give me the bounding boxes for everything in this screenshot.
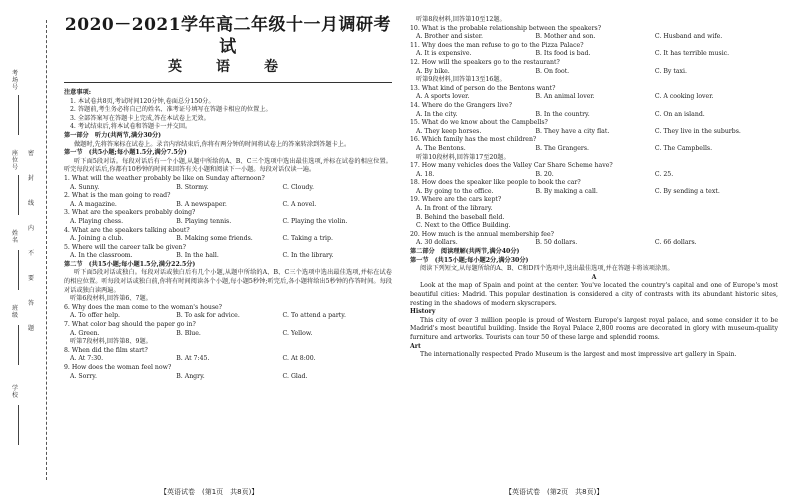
question-9: 9. How does the woman feel now? <box>64 364 172 371</box>
question-6-options <box>64 312 392 321</box>
seal-label-2: 封 <box>27 175 34 182</box>
question-17-options <box>410 171 778 180</box>
seal-line <box>46 20 47 480</box>
option-a: A. Sorry. <box>70 372 97 380</box>
question-3: 3. What are the speakers probably doing? <box>64 209 196 217</box>
section2-intro: 听下面5段对话或独白。每段对话或独白后有几个小题,从题中所给的A、B、C三个选项中选出最佳选项,并标在试卷的相应位置。听每段对话或独白前,你将有时间阅读各个小题,每小题5秒钟;听完后,各小题将给出5秒钟的作答时间。每段对话或独白读两遍。 <box>64 269 392 294</box>
option-a: A. A sports lover. <box>416 93 470 101</box>
option-b: B. 50 dollars. <box>535 239 578 247</box>
question-6: 6. Why does the man come to the woman's house? <box>64 303 222 311</box>
question-17: 17. How many vehicles does the Valley Car Share Scheme have? <box>410 162 613 170</box>
option-c: C. Glad. <box>282 372 308 380</box>
option-c: C. Cloudy. <box>282 183 314 191</box>
question-16: 16. Which family has the most children? <box>410 136 537 144</box>
binding-margin <box>0 0 62 503</box>
material-6-label: 听第6段材料,回答第6、7题。 <box>70 295 152 303</box>
seal-label-5: 不 <box>27 250 34 257</box>
option-b: B. Behind the baseball field. <box>416 213 505 221</box>
question-7-options <box>64 330 392 339</box>
option-c: C. A novel. <box>282 200 317 208</box>
question-13: 13. What kind of person do the Bentons want? <box>410 84 556 92</box>
question-15-options <box>410 128 778 137</box>
notice-item: 2. 答题前,考生务必将自己的姓名、准考证号填写在答题卡相应的位置上。 <box>70 106 272 114</box>
option-a: A. In front of the library. <box>416 205 493 213</box>
option-c: C. A cooking lover. <box>654 93 714 101</box>
option-c: C. They live in the suburbs. <box>654 127 741 135</box>
passage-heading-history: History <box>410 308 436 316</box>
option-c: C. 25. <box>654 170 674 178</box>
right-column <box>410 6 778 360</box>
part1-title: 第一部分 听力(共两节,满分30分) <box>64 131 162 139</box>
question-14: 14. Where do the Grangers live? <box>410 101 512 109</box>
option-a: A. To offer help. <box>70 312 121 320</box>
option-b: B. The Grangers. <box>535 144 589 152</box>
option-b: B. They have a city flat. <box>535 127 610 135</box>
option-b: B. An animal lover. <box>535 93 595 101</box>
part2-title: 第二部分 阅读理解(共两节,满分40分) <box>410 248 520 256</box>
option-a: A. A magazine. <box>70 200 117 208</box>
option-b: B. By making a call. <box>535 187 598 195</box>
option-a: A. Brother and sister. <box>416 33 484 41</box>
field-class: 班级 <box>11 305 18 319</box>
option-b: B. Blue. <box>176 329 201 337</box>
question-14-options <box>410 111 778 120</box>
question-3-options <box>64 218 392 227</box>
option-b: B. Playing tennis. <box>176 217 232 225</box>
question-10-options <box>410 33 778 42</box>
option-c: C. To attend a party. <box>282 312 346 320</box>
question-11-options <box>410 50 778 59</box>
option-c: C. On an island. <box>654 110 705 118</box>
material-7-label: 听第7段材料,回答第8、9题。 <box>70 338 152 346</box>
question-1-options <box>64 184 392 193</box>
notice-item: 1. 本试卷共8页,考试时间120分钟,卷面总分150分。 <box>70 97 215 105</box>
passage-paragraph: The internationally respected Prado Museum is the largest and most impressive art gallery in Spain. <box>420 351 737 359</box>
option-c: C. Next to the Office Building. <box>416 222 511 230</box>
question-9-options <box>64 373 392 382</box>
question-13-options <box>410 93 778 102</box>
notice-item: 3. 全部答案写在答题卡上完成,答在本试卷上无效。 <box>70 114 210 122</box>
option-a: A. They keep horses. <box>416 127 482 135</box>
section1-intro: 听下面5段对话。每段对话后有一个小题,从题中所给的A、B、C三个选项中选出最佳选项,并标在试卷的相应位置。听完每段对话后,你都有10秒钟的时间来回答有关小题和阅读下一小题。每段对话仅读一遍。 <box>64 157 392 174</box>
option-b: B. In the hall. <box>176 252 219 260</box>
option-b: B. To ask for advice. <box>176 312 240 320</box>
question-15: 15. What do we know about the Campbells? <box>410 119 548 127</box>
question-5: 5. Where will the career talk be given? <box>64 243 186 251</box>
option-c: C. It has terrible music. <box>654 50 730 58</box>
option-a: A. In the classroom. <box>70 252 133 260</box>
section2-title: 第二节 (共15小题;每小题1.5分,满分22.5分) <box>64 260 196 268</box>
passage-label: A <box>591 273 597 281</box>
field-school: 学校 <box>11 385 18 399</box>
question-1: 1. What will the weather probably be like on Sunday afternoon? <box>64 174 265 182</box>
section1-title: 第一节 (共5小题;每小题1.5分,满分7.5分) <box>64 149 187 157</box>
question-2: 2. What is the man going to read? <box>64 192 171 200</box>
option-a: A. In the city. <box>416 110 458 118</box>
field-line <box>18 95 19 135</box>
question-12-options <box>410 68 778 77</box>
question-18-options <box>410 188 778 197</box>
section3-intro: 阅读下列短文,从每题所给的A、B、C和D四个选项中,选出最佳选项,并在答题卡将该项涂黑。 <box>420 265 674 273</box>
field-exam-room: 考场号 <box>11 70 18 91</box>
option-a: A. Playing chess. <box>70 217 124 225</box>
left-column <box>64 6 392 381</box>
field-line <box>18 175 19 215</box>
option-a: A. It is expensive. <box>416 50 472 58</box>
material-10-label: 听第10段材料,回答第17至20题。 <box>416 153 510 161</box>
page-2-footer: 【英语试卷 (第2页 共8页)】 <box>505 488 604 496</box>
question-7: 7. What color bag should the paper go in? <box>64 321 196 329</box>
question-8: 8. When did the film start? <box>64 346 148 354</box>
part1-intro: 做题时,先将答案标在试卷上。录音内容结束后,你将有两分钟的时间将试卷上的答案转涂到答题卡上。 <box>74 140 351 148</box>
question-12: 12. How will the speakers go to the restaurant? <box>410 58 560 66</box>
option-b: B. 20. <box>535 170 554 178</box>
option-c: C. 66 dollars. <box>654 239 697 247</box>
question-10: 10. What is the probable relationship between the speakers? <box>410 24 602 32</box>
option-c: C. By taxi. <box>654 67 687 75</box>
question-8-options <box>64 355 392 364</box>
passage-paragraph: This city of over 3 million people is proud of Western Europe's largest royal palace, and some consider it to be Madrid's most beautiful building. Inside the Royal Palace 2,800 rooms are decorated in glory with museum-quality furniture and artworks. Tourists can tour 50 of these large and splendid rooms. <box>410 316 778 341</box>
field-line <box>18 405 19 445</box>
seal-label-4: 内 <box>27 225 34 232</box>
option-c: C. By sending a text. <box>654 187 720 195</box>
exam-subtitle: 英 语 卷 <box>168 59 288 75</box>
seal-label-6: 要 <box>27 275 34 282</box>
page-1-footer: 【英语试卷 (第1页 共8页)】 <box>160 488 259 496</box>
notice-item: 4. 考试结束后,将本试卷和答题卡一并交回。 <box>70 123 192 131</box>
option-a: A. 30 dollars. <box>416 239 458 247</box>
option-a: A. Joining a club. <box>70 235 124 243</box>
seal-label-3: 线 <box>27 200 34 207</box>
section3-title: 第一节 (共15小题;每小题2分,满分30分) <box>410 256 529 264</box>
option-b: B. On foot. <box>535 67 570 75</box>
option-c: C. Yellow. <box>282 329 313 337</box>
option-a: A. The Bentons. <box>416 144 466 152</box>
seal-label-1: 密 <box>27 150 34 157</box>
field-seat: 座位号 <box>11 150 18 171</box>
field-name: 姓名 <box>11 230 18 244</box>
option-a: A. At 7:30. <box>70 355 104 363</box>
option-b: B. Mother and son. <box>535 33 596 41</box>
option-b: B. In the country. <box>535 110 590 118</box>
option-a: A. Green. <box>70 329 100 337</box>
question-4: 4. What are the speakers talking about? <box>64 226 190 234</box>
passage-paragraph: Look at the map of Spain and point at the center. You've located the country's capital and one of Europe's most beautiful cities: Madrid. This popular destination is considered a city of contrasts with its abundant historic sites, resting in the shadows of modern skyscrapers. <box>410 282 778 307</box>
question-20: 20. How much is the annual membership fee? <box>410 230 554 238</box>
option-c: C. At 8:00. <box>282 355 316 363</box>
passage-heading-art: Art <box>410 342 421 350</box>
field-line <box>18 250 19 290</box>
option-c: C. Playing the violin. <box>282 217 348 225</box>
question-5-options <box>64 252 392 261</box>
option-b: B. Stormy. <box>176 183 209 191</box>
option-a: A. By bike. <box>416 67 450 75</box>
question-18: 18. How does the speaker like people to book the car? <box>410 179 581 187</box>
question-19: 19. Where are the cars kept? <box>410 196 502 204</box>
material-9-label: 听第9段材料,回答第13至16题。 <box>416 76 506 84</box>
option-c: C. The Campbells. <box>654 144 713 152</box>
field-line <box>18 325 19 365</box>
option-b: B. At 7:45. <box>176 355 210 363</box>
seal-label-7: 答 <box>27 300 34 307</box>
option-c: C. In the library. <box>282 252 334 260</box>
option-c: C. Husband and wife. <box>654 33 723 41</box>
option-b: B. A newspaper. <box>176 200 227 208</box>
option-b: B. Its food is bad. <box>535 50 591 58</box>
option-a: A. By going to the office. <box>416 187 494 195</box>
option-a: A. 18. <box>416 170 435 178</box>
notice-title: 注意事项: <box>64 89 92 96</box>
question-16-options <box>410 145 778 154</box>
question-4-options <box>64 235 392 244</box>
question-11: 11. Why does the man refuse to go to the Pizza Palace? <box>410 41 584 49</box>
seal-label-8: 题 <box>27 325 34 332</box>
option-a: A. Sunny. <box>70 183 100 191</box>
material-8-label: 听第8段材料,回答第10至12题。 <box>416 16 506 23</box>
option-b: B. Angry. <box>176 372 205 380</box>
title-divider <box>64 82 392 83</box>
option-b: B. Making some friends. <box>176 235 253 243</box>
question-2-options <box>64 201 392 210</box>
exam-title: 2020－2021学年高二年级十一月调研考试 <box>64 15 392 57</box>
option-c: C. Taking a trip. <box>282 235 333 243</box>
question-20-options <box>410 239 778 248</box>
